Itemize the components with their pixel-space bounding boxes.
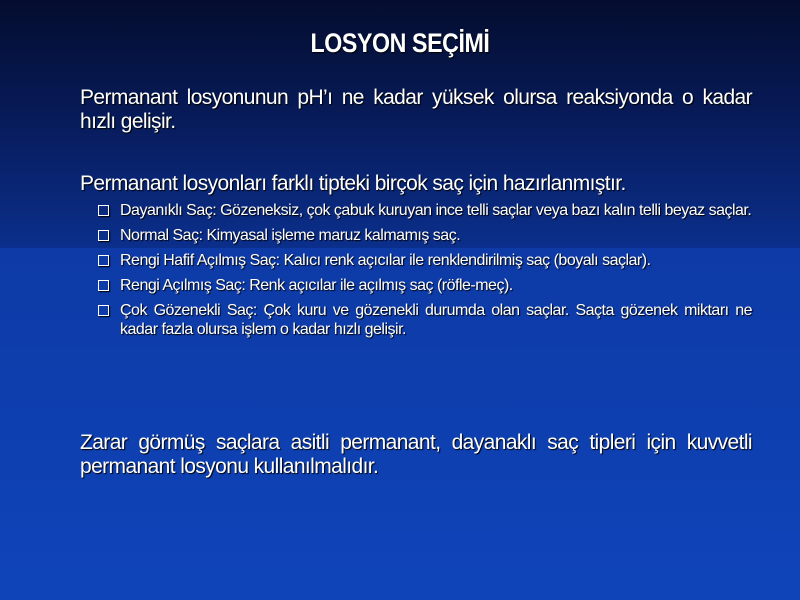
hollow-square-bullet-icon [98,255,109,266]
list-item-text: Rengi Hafif Açılmış Saç: Kalıcı renk açıcılar ile renklendirilmiş saç (boyalı saçlar). [120,252,651,269]
list-item-text: Rengi Açılmış Saç: Renk açıcılar ile açılmış saç (röfle-meç). [120,277,513,294]
hollow-square-bullet-icon [98,280,109,291]
hair-type-list [98,201,752,345]
paragraph-damaged-hair: Zarar görmüş saçlara asitli permanant, dayanaklı saç tipleri için kuvvetli permanant losyonu kullanılmalıdır. [80,431,752,478]
list-item [98,201,752,220]
list-item-text: Dayanıklı Saç: Gözeneksiz, çok çabuk kuruyan ince telli saçlar veya bazı kalın telli beyaz saçlar. [120,202,752,219]
list-item [98,251,752,270]
list-item-text: Normal Saç: Kimyasal işleme maruz kalmamış saç. [120,227,461,244]
paragraph-lotion-types: Permanant losyonları farklı tipteki birçok saç için hazırlanmıştır. [80,172,626,195]
hollow-square-bullet-icon [98,305,109,316]
slide-title: LOSYON SEÇİMİ [310,28,490,58]
list-item-text: Çok Gözenekli Saç: Çok kuru ve gözenekli durumda olan saçlar. Saçta gözenek miktarı ne kadar fazla olursa işlem o kadar hızlı gelişir. [120,302,752,338]
hollow-square-bullet-icon [98,230,109,241]
paragraph-ph-info: Permanant losyonunun pH’ı ne kadar yüksek olursa reaksiyonda o kadar hızlı gelişir. [80,86,752,133]
list-item [98,301,752,339]
list-item [98,226,752,245]
list-item [98,276,752,295]
hollow-square-bullet-icon [98,205,109,216]
